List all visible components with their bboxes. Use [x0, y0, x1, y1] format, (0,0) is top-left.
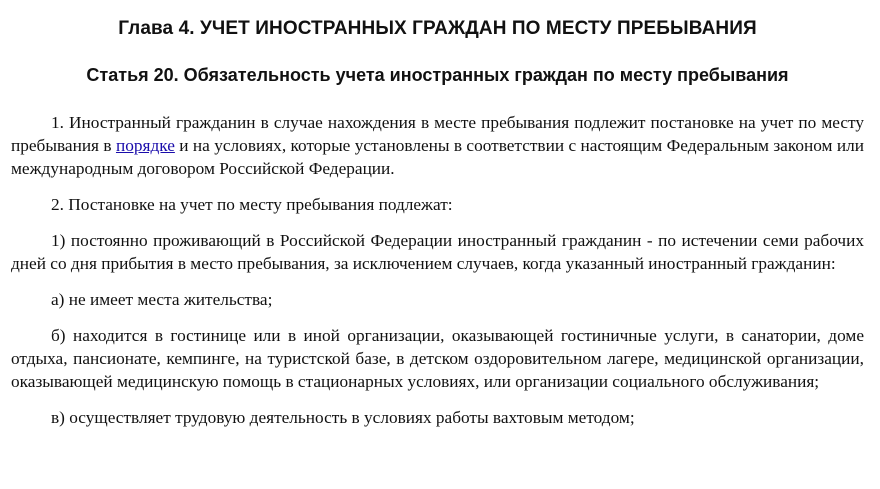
- paragraph-1: [11, 111, 864, 180]
- chapter-title: Глава 4. УЧЕТ ИНОСТРАННЫХ ГРАЖДАН ПО МЕСТУ ПРЕБЫВАНИЯ: [118, 18, 757, 39]
- paragraph-5: б) находится в гостинице или в иной организации, оказывающей гостиничные услуги, в санатории, доме отдыха, пансионате, кемпинге, на туристской базе, в детском оздоровительном лагере, медицинской организации, оказывающей медицинскую помощь в стационарных условиях, или организации социального обслуживания;: [11, 326, 864, 391]
- paragraph-1-text-before: 1. Иностранный гражданин в случае нахождения в месте пребывания подлежит постановке на учет по месту пребывания в: [11, 113, 864, 155]
- order-link[interactable]: порядке: [115, 136, 175, 155]
- paragraph-3: 1) постоянно проживающий в Российской Федерации иностранный гражданин - по истечении семи рабочих дней со дня прибытия в место пребывания, за исключением случаев, когда указанный иностранный гражданин:: [11, 231, 864, 273]
- paragraph-4: а) не имеет места жительства;: [51, 290, 273, 309]
- paragraph-1-text-after: и на условиях, которые установлены в соответствии с настоящим Федеральным законом или международным договором Российской Федерации.: [11, 136, 864, 178]
- article-body: [11, 111, 864, 429]
- article-title: Статья 20. Обязательность учета иностранных граждан по месту пребывания: [86, 65, 789, 85]
- paragraph-6: в) осуществляет трудовую деятельность в условиях работы вахтовым методом;: [51, 408, 635, 427]
- paragraph-2: 2. Постановке на учет по месту пребывания подлежат:: [51, 195, 453, 214]
- document-page: [11, 0, 864, 442]
